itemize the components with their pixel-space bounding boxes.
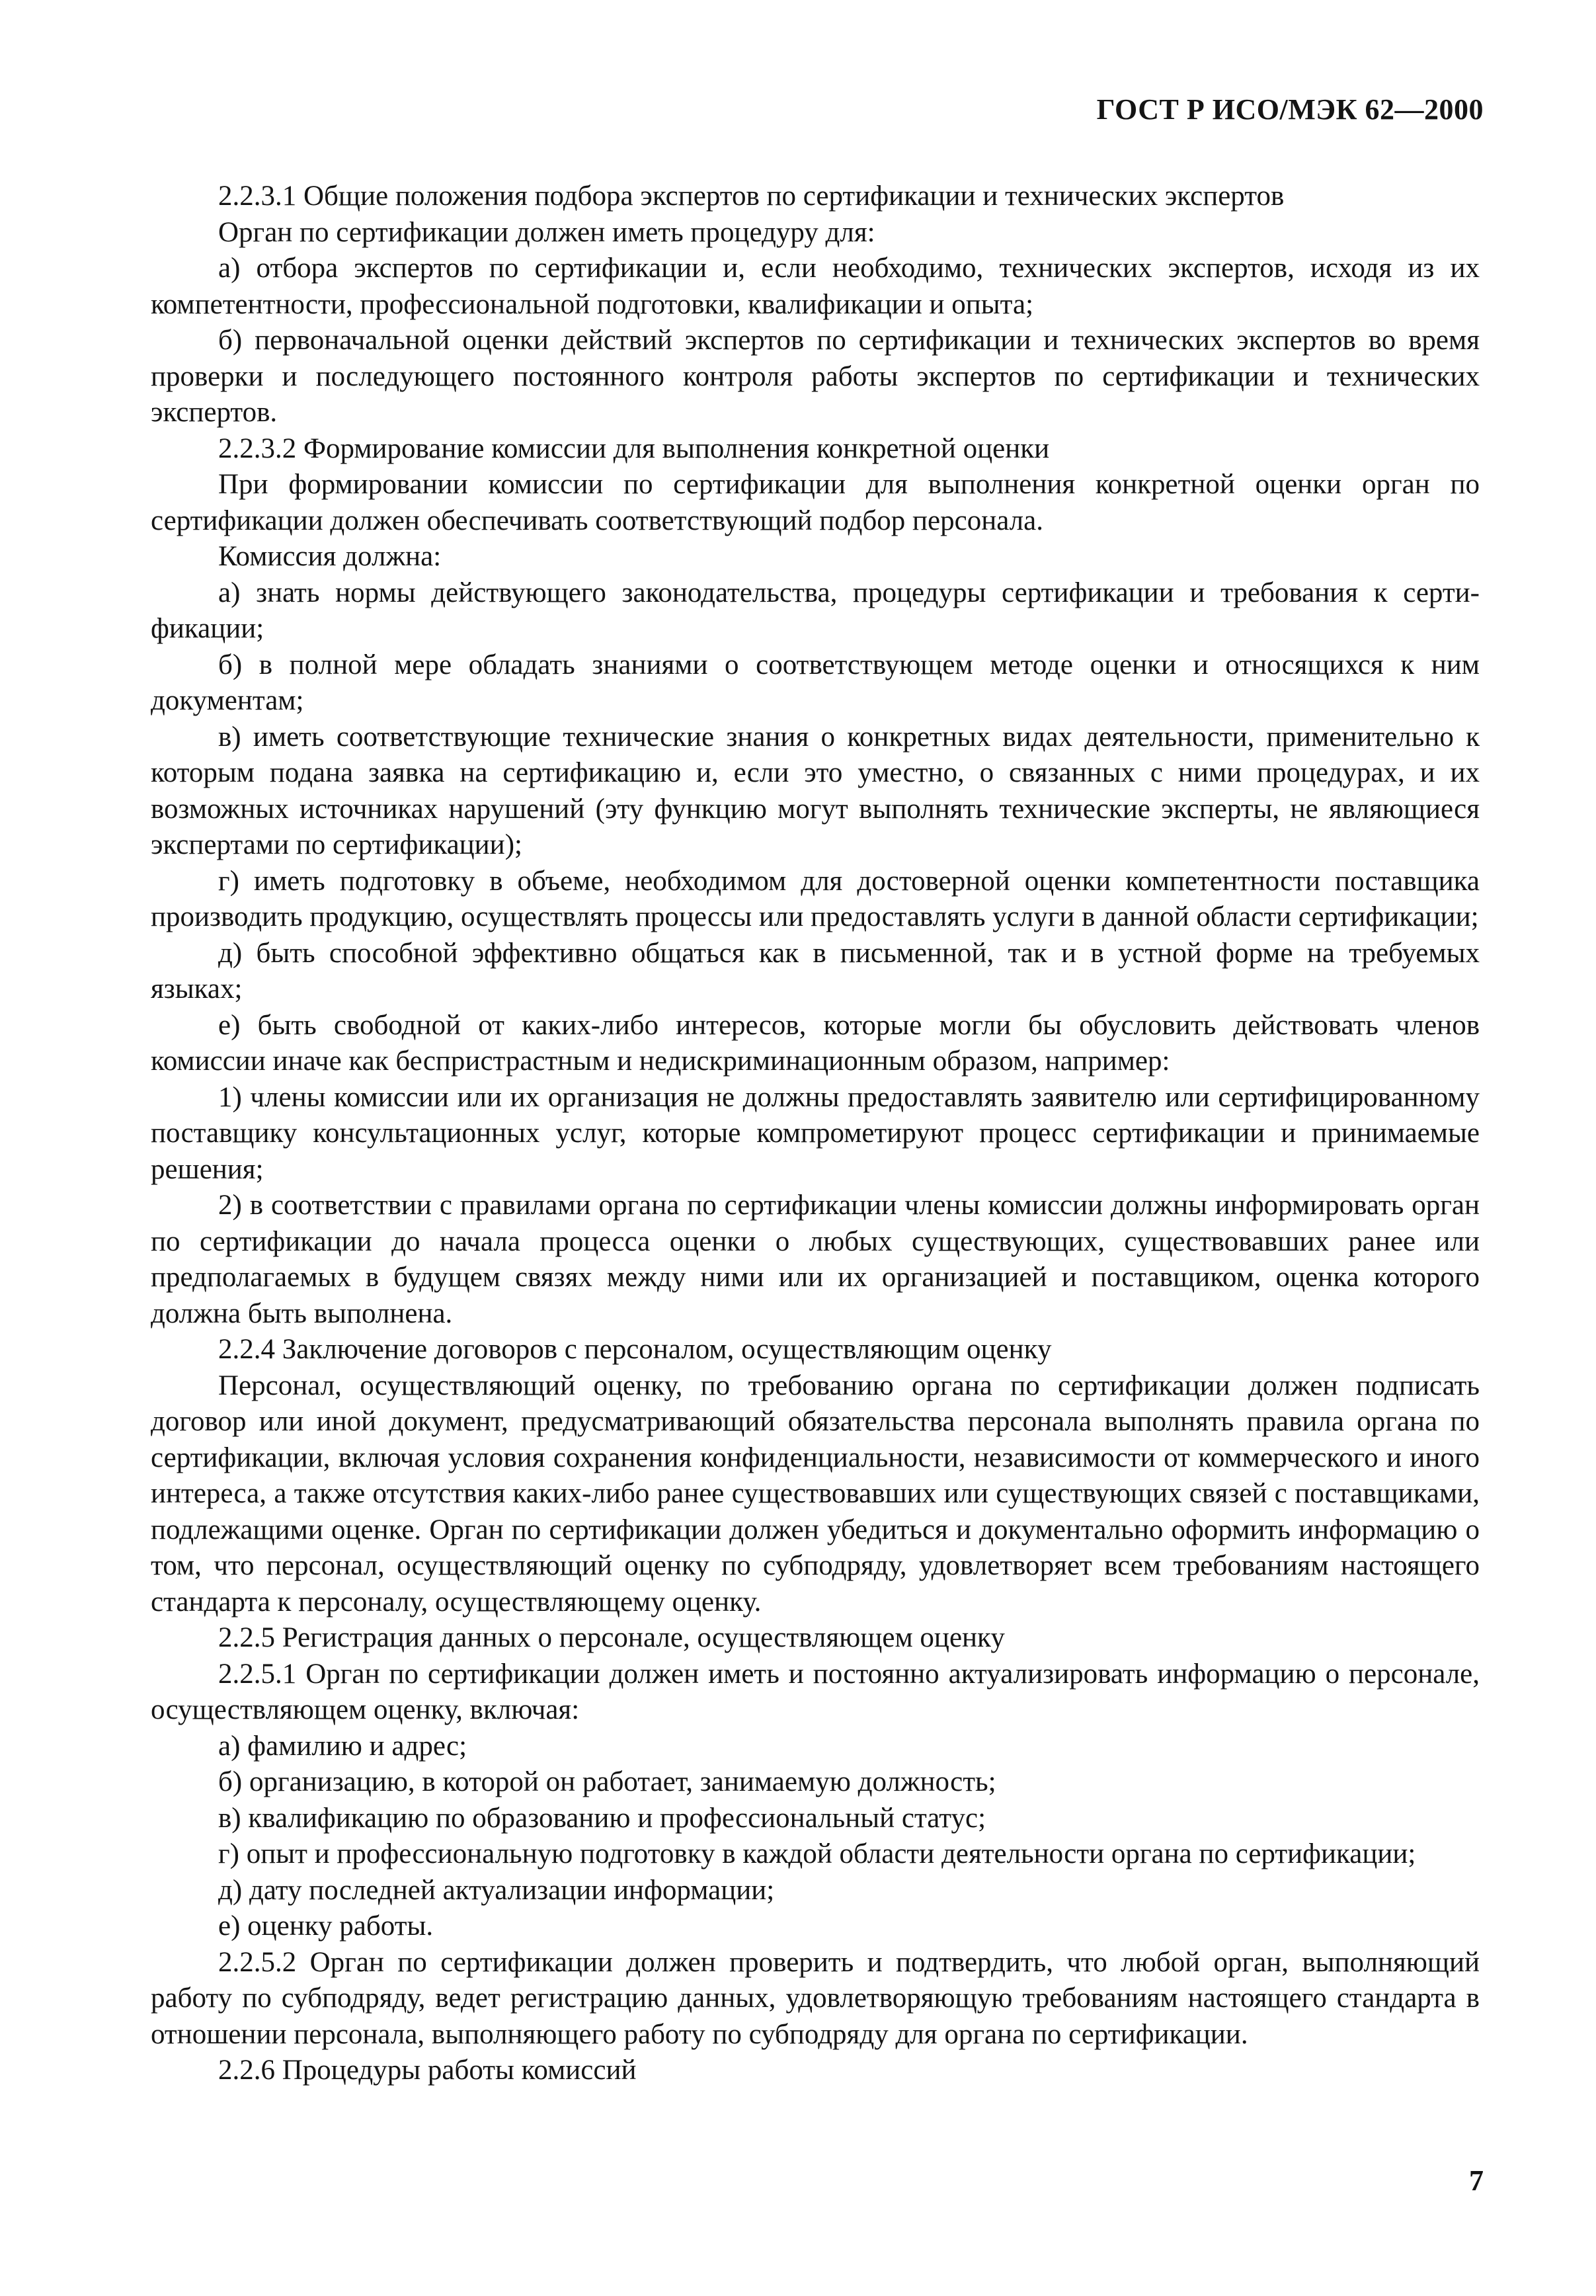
section-heading: 2.2.3.2 Формирование комиссии для выполнения конкретной оценки xyxy=(218,432,1050,464)
page-number: 7 xyxy=(1469,2164,1484,2197)
document-body xyxy=(151,179,1480,2089)
list-item: е) быть свободной от каких-либо интересов, которые могли бы обусловить действовать членов комиссии иначе как беспристрастным и недискриминационным образом, например: xyxy=(151,1009,1480,1077)
paragraph: 2.2.5.2 Орган по сертификации должен проверить и подтвердить, что любой орган, выполняющий работу по субподряду, ведет регистрацию данных, удовлетворяющую требованиям настоящего стандарта в отношении персонала, выполняющего работу по субподряду для органа по сертификации. xyxy=(151,1946,1480,2050)
list-item: а) знать нормы действующего законодательства, процедуры сертификации и требования к сертификации; xyxy=(151,577,1480,644)
paragraph: При формировании комиссии по сертификации для выполнения конкретной оценки орган по сертификации должен обеспечивать соответствующий подбор персонала. xyxy=(151,469,1480,536)
section-heading: 2.2.5 Регистрация данных о персонале, осуществляющем оценку xyxy=(218,1622,1005,1653)
section-heading: 2.2.4 Заключение договоров с персоналом, осуществляющим оценку xyxy=(218,1334,1052,1365)
list-item: б) первоначальной оценки действий экспертов по сертификации и технических экспертов во время проверки и последующего постоянного контроля работы экспертов по сертификации и технических экспертов. xyxy=(151,325,1480,428)
list-item: б) организацию, в которой он работает, занимаемую должность; xyxy=(218,1766,996,1797)
list-item: д) быть способной эффективно общаться как в письменной, так и в устной форме на требуемых языках; xyxy=(151,937,1480,1004)
list-item: б) в полной мере обладать знаниями о соответствующем методе оценки и относящихся к ним документам; xyxy=(151,649,1480,716)
list-item: 2) в соответствии с правилами органа по сертификации члены комиссии должны информировать орган по сертификации до начала процесса оценки о любых существующих, существовавших ранее или предполагаемых в будущем связях между ними или их организацией и поставщиком, оценка которого должна быть выполнена. xyxy=(151,1190,1480,1329)
section-heading: 2.2.6 Процедуры работы комиссий xyxy=(218,2055,637,2086)
list-item: д) дату последней актуализации информации; xyxy=(218,1874,775,1906)
paragraph: Комиссия должна: xyxy=(218,541,442,572)
paragraph: Персонал, осуществляющий оценку, по требованию органа по сертификации должен подписать договор или иной документ, предусматривающий обязательства персонала выполнять правила органа по сертификации, включая условия сохранения конфиденциальности, независимости от коммерческого и иного интереса, а также отсутствия каких-либо ранее существовавших или существующих связей с поставщиками, подлежащими оценке. Орган по сертификации должен убедиться и документально оформить информацию о том, что персонал, осуществляющий оценку по субподряду, удовлетворяет всем требованиям настоящего стандарта к персоналу, осуществляющему оценку. xyxy=(151,1370,1480,1618)
list-item: а) фамилию и адрес; xyxy=(218,1730,467,1762)
list-item: 1) члены комиссии или их организация не должны предоставлять заявителю или сертифицированному поставщику консультационных услуг, которые компрометируют процесс сертификации и принимаемые решения; xyxy=(151,1081,1480,1185)
list-item: г) иметь подготовку в объеме, необходимом для достоверной оценки компетентности поставщика производить продукцию, осуществлять процессы или предоставлять услуги в данной области сертификации; xyxy=(151,865,1480,932)
list-item: в) квалификацию по образованию и профессиональный статус; xyxy=(218,1802,986,1834)
document-header: ГОСТ Р ИСО/МЭК 62—2000 xyxy=(1096,93,1484,126)
list-item: а) отбора экспертов по сертификации и, если необходимо, технических экспертов, исходя из их компетентности, профессиональной подготовки, квалификации и опыта; xyxy=(151,253,1480,320)
paragraph: 2.2.5.1 Орган по сертификации должен иметь и постоянно актуализировать информацию о персонале, осуществляющем оценку, включая: xyxy=(151,1658,1480,1725)
paragraph: Орган по сертификации должен иметь процедуру для: xyxy=(218,216,875,248)
list-item: е) оценку работы. xyxy=(218,1910,434,1942)
section-heading: 2.2.3.1 Общие положения подбора экспертов по сертификации и технических экспертов xyxy=(218,181,1285,212)
list-item: в) иметь соответствующие технические знания о конкретных видах деятельности, применительно к которым подана заявка на сертификацию и, если это уместно, о связанных с ними процедурах, и их возможных источниках нарушений (эту функцию могут выполнять технические эксперты, не являющиеся экспертами по сертификации); xyxy=(151,721,1480,860)
list-item: г) опыт и профессиональную подготовку в каждой области деятельности органа по сертификации; xyxy=(218,1838,1416,1869)
